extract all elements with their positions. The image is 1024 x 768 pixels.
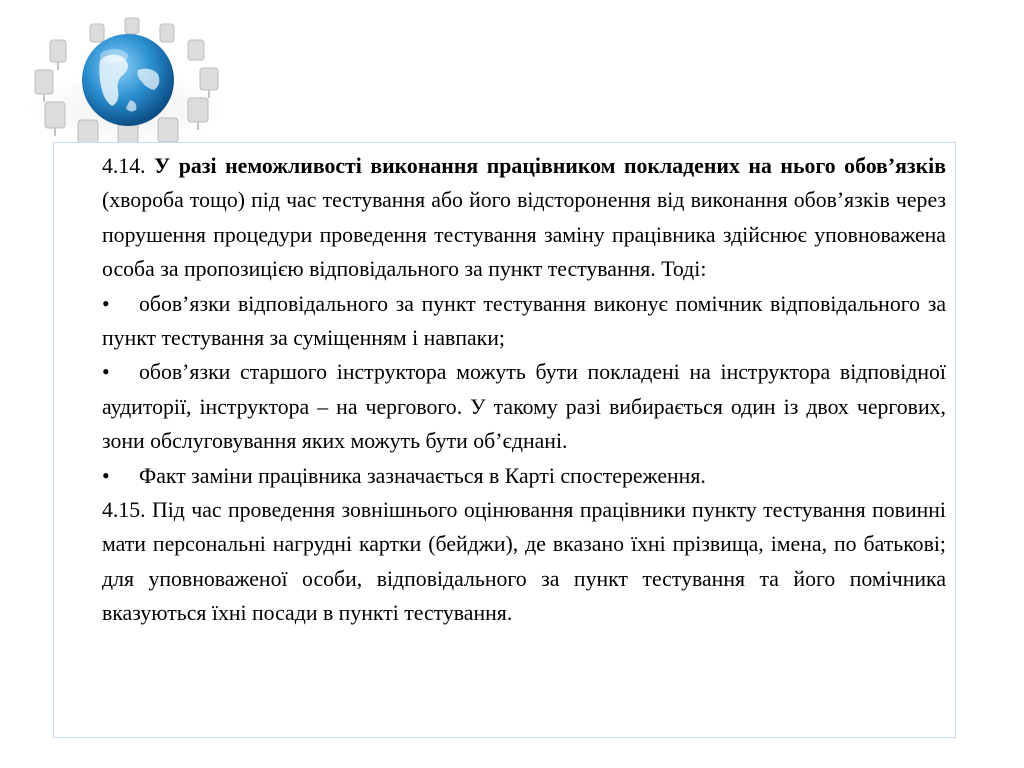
paragraph-number: 4.14. <box>102 154 146 178</box>
bullet-text: обов’язки відповідального за пункт тестування виконує помічник відповідального за пункт тестування за суміщенням і навпаки; <box>102 291 946 351</box>
paragraph-4-14 <box>102 149 946 287</box>
bullet-item <box>102 355 946 458</box>
bullet-icon: • <box>102 291 110 316</box>
bullet-text: Факт заміни працівника зазначається в Карті спостереження. <box>139 463 706 488</box>
paragraph-text: (хвороба тощо) під час тестування або його відсторонення від виконання обов’язків через порушення процедури проведення тестування заміну працівника здійснює уповноважена особа за пропозицією відповідального за пункт тестування. Тоді: <box>102 188 946 282</box>
text-body <box>102 149 946 631</box>
bullet-item <box>102 287 946 356</box>
bullet-item <box>102 459 946 493</box>
paragraph-4-15: 4.15. Під час проведення зовнішнього оцінювання працівники пункту тестування повинні мати персональні нагрудні картки (бейджи), де вказано їхні прізвища, імена, по батькові; для уповноваженої особи, відповідального за пункт тестування та його помічника вказуються їхні посади в пункті тестування. <box>102 498 946 626</box>
bullet-icon: • <box>102 360 110 385</box>
globe-with-chairs-icon <box>20 10 240 150</box>
paragraph-bold-text: У разі неможливості виконання працівником покладених на нього обов’язків <box>154 154 947 178</box>
bullet-text: обов’язки старшого інструктора можуть бути покладені на інструктора відповідної аудиторії, інструктора – на чергового. У такому разі вибирається один із двох чергових, зони обслуговування яких можуть бути об’єднані. <box>102 360 946 454</box>
bullet-icon: • <box>102 463 110 488</box>
